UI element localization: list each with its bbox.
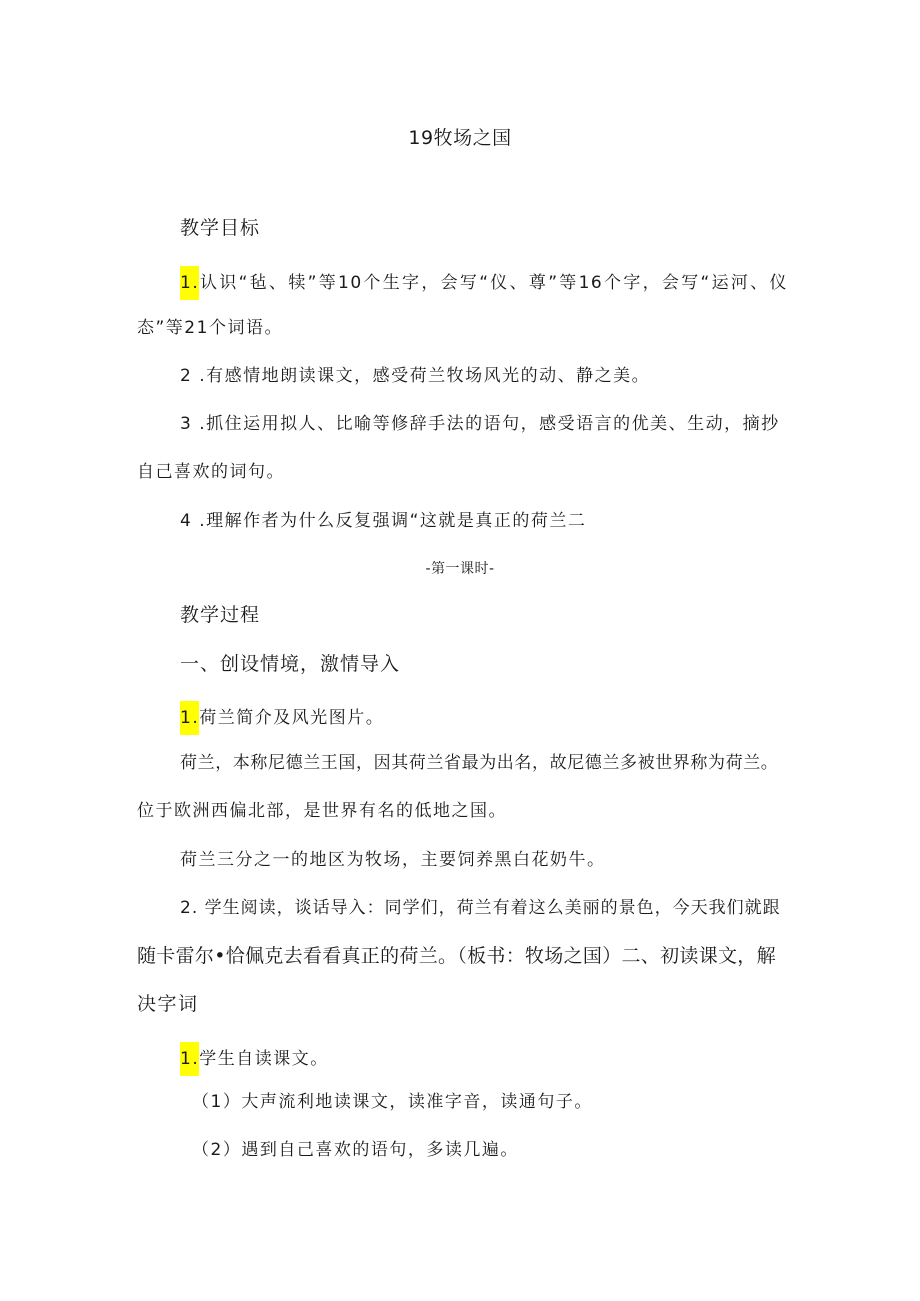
goal-2: 2 .有感情地朗读课文，感受荷兰牧场风光的动、静之美。 xyxy=(180,366,651,386)
highlight-marker: 1. xyxy=(180,701,199,735)
highlight-marker: 1. xyxy=(180,266,199,300)
highlight-marker: 1. xyxy=(180,1042,199,1076)
lesson-marker: -第一课时- xyxy=(425,561,495,577)
item-3 xyxy=(180,1042,329,1076)
item-3-text: 学生自读课文。 xyxy=(199,1049,329,1069)
sub-item-1: （1）大声流利地读课文，读准字音，读通句子。 xyxy=(192,1092,593,1112)
item-2-line-3: 决字词 xyxy=(137,993,199,1015)
para-1-line-1: 荷兰，本称尼德兰王国，因其荷兰省最为出名，故尼德兰多被世界称为荷兰。 xyxy=(180,753,779,773)
goal-1-text: 认识“毡、犊”等10个生字，会写“仪、尊”等16个字，会写“运河、仪 xyxy=(199,273,788,293)
goal-3-line-1: 3 .抓住运用拟人、比喻等修辞手法的语句，感受语言的优美、生动，摘抄 xyxy=(180,414,780,434)
process-heading: 教学过程 xyxy=(180,604,261,626)
section-1-heading: 一、创设情境，激情导入 xyxy=(180,653,401,675)
para-1-line-2: 位于欧洲西偏北部，是世界有名的低地之国。 xyxy=(137,801,507,821)
sub-item-2: （2）遇到自己喜欢的语句，多读几遍。 xyxy=(192,1140,519,1160)
item-2-line-1: 2. 学生阅读，谈话导入：同学们，荷兰有着这么美丽的景色，今天我们就跟 xyxy=(180,898,781,918)
page-title: 19牧场之国 xyxy=(408,127,512,149)
goal-1-line-2: 态”等21个词语。 xyxy=(137,318,283,338)
goal-1-line-1 xyxy=(180,266,790,300)
item-1-text: 荷兰简介及风光图片。 xyxy=(199,708,385,728)
goals-heading: 教学目标 xyxy=(180,217,261,239)
goal-3-line-2: 自己喜欢的词句。 xyxy=(137,462,285,482)
item-1 xyxy=(180,701,384,735)
goal-4: 4 .理解作者为什么反复强调“这就是真正的荷兰二 xyxy=(180,511,587,531)
para-2: 荷兰三分之一的地区为牧场，主要饲养黑白花奶牛。 xyxy=(180,850,606,870)
item-2-line-2: 随卡雷尔•恰佩克去看看真正的荷兰。（板书：牧场之国）二、初读课文，解 xyxy=(137,945,776,967)
